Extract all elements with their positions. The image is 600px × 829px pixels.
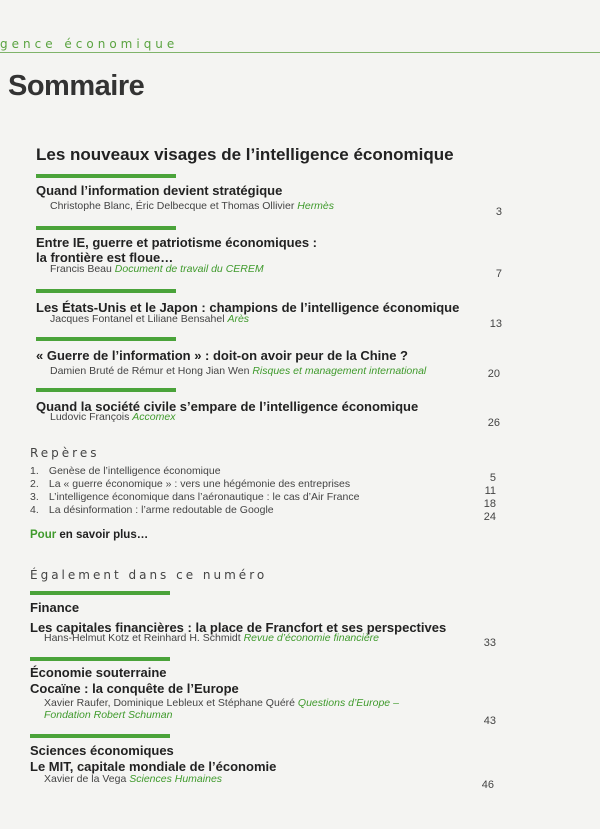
article-bar	[36, 174, 176, 178]
article-source: Fondation Robert Schuman	[44, 709, 173, 721]
article-page-number: 7	[495, 268, 502, 280]
article-byline	[50, 200, 334, 212]
article-bar	[36, 226, 176, 230]
article-source: Risques et management international	[252, 365, 427, 377]
reperes-item[interactable]	[30, 465, 221, 477]
article-page-number: 13	[489, 318, 502, 330]
reperes-heading: Repères	[30, 446, 100, 460]
article-authors: Christophe Blanc, Éric Delbecque et Thomas Ollivier	[50, 200, 295, 212]
running-head: gence économique	[0, 37, 179, 51]
article-authors: Francis Beau	[50, 263, 112, 275]
article-rubric: Économie souterraine	[30, 665, 167, 680]
reperes-page-number: 18	[483, 498, 496, 510]
article-authors: Xavier de la Vega	[44, 773, 127, 785]
reperes-item-text: L’intelligence économique dans l’aéronautique : le cas d’Air France	[48, 491, 360, 503]
reperes-item-number: 3.	[30, 491, 39, 503]
article-bar	[36, 337, 176, 341]
reperes-item-text: La désinformation : l’arme redoutable de Google	[48, 504, 274, 516]
article-byline	[50, 365, 426, 377]
article-page-number: 43	[483, 715, 496, 727]
pour-word: Pour	[30, 529, 57, 541]
article-title[interactable]: « Guerre de l’information » : doit-on avoir peur de la Chine ?	[36, 348, 408, 363]
reperes-item-number: 2.	[30, 478, 39, 490]
article-bar	[30, 657, 170, 661]
article-source: Document de travail du CEREM	[114, 263, 264, 275]
article-authors: Xavier Raufer, Dominique Lebleux et Stéphane Quéré	[44, 697, 295, 709]
article-byline	[50, 411, 175, 423]
article-authors: Damien Bruté de Rémur et Hong Jian Wen	[50, 365, 250, 377]
article-title[interactable]: Les États-Unis et le Japon : champions de l’intelligence économique	[36, 300, 460, 315]
article-page-number: 20	[487, 368, 500, 380]
reperes-page-number: 24	[483, 511, 496, 523]
article-title[interactable]	[36, 235, 317, 265]
reperes-item-text: Genèse de l’intelligence économique	[48, 465, 221, 477]
article-source: Questions d’Europe –	[297, 697, 399, 709]
page-title: Sommaire	[8, 70, 145, 102]
article-byline	[44, 697, 399, 709]
article-byline	[50, 263, 264, 275]
article-title-line: la frontière est floue…	[36, 250, 174, 265]
article-page-number: 46	[481, 779, 494, 791]
article-source: Hermès	[297, 200, 335, 212]
article-title[interactable]: Le MIT, capitale mondiale de l’économie	[30, 759, 277, 774]
article-page-number: 33	[483, 637, 496, 649]
article-title-line: Entre IE, guerre et patriotisme économiques :	[36, 235, 318, 250]
article-rubric: Finance	[30, 600, 80, 615]
article-byline-cont	[44, 709, 172, 721]
reperes-page-number: 11	[484, 485, 496, 497]
article-byline	[44, 773, 222, 785]
article-title[interactable]: Cocaïne : la conquête de l’Europe	[30, 681, 239, 696]
reperes-item-text: La « guerre économique » : vers une hégémonie des entreprises	[48, 478, 351, 490]
article-byline	[44, 632, 379, 644]
article-source: Accomex	[132, 411, 176, 423]
article-title[interactable]: Les capitales financières : la place de Francfort et ses perspectives	[30, 620, 447, 635]
egalement-heading: Également dans ce numéro	[30, 568, 268, 582]
article-page-number: 26	[487, 417, 500, 429]
article-authors: Hans-Helmut Kotz et Reinhard H. Schmidt	[44, 632, 241, 644]
article-bar	[36, 388, 176, 392]
article-source: Revue d’économie financière	[243, 632, 380, 644]
header-rule	[0, 52, 600, 53]
main-section-title: Les nouveaux visages de l’intelligence économique	[36, 145, 454, 164]
article-page-number: 3	[495, 206, 502, 218]
article-bar	[36, 289, 176, 293]
article-source: Arès	[227, 313, 250, 325]
reperes-item[interactable]	[30, 478, 350, 490]
article-title[interactable]: Quand la société civile s’empare de l’intelligence économique	[36, 399, 419, 414]
reperes-item[interactable]	[30, 491, 359, 503]
reperes-item-number: 1.	[30, 465, 39, 477]
article-byline	[50, 313, 249, 325]
article-source: Sciences Humaines	[129, 773, 223, 785]
reperes-page-number: 5	[489, 472, 496, 484]
article-rubric: Sciences économiques	[30, 743, 174, 758]
article-bar	[30, 734, 170, 738]
article-bar	[30, 591, 170, 595]
pour-rest: en savoir plus…	[56, 529, 149, 541]
pour-en-savoir-plus[interactable]	[30, 529, 148, 541]
article-title[interactable]: Quand l’information devient stratégique	[36, 183, 283, 198]
article-authors: Jacques Fontanel et Liliane Bensahel	[50, 313, 225, 325]
reperes-item[interactable]	[30, 504, 274, 516]
reperes-item-number: 4.	[30, 504, 39, 516]
article-authors: Ludovic François	[50, 411, 130, 423]
